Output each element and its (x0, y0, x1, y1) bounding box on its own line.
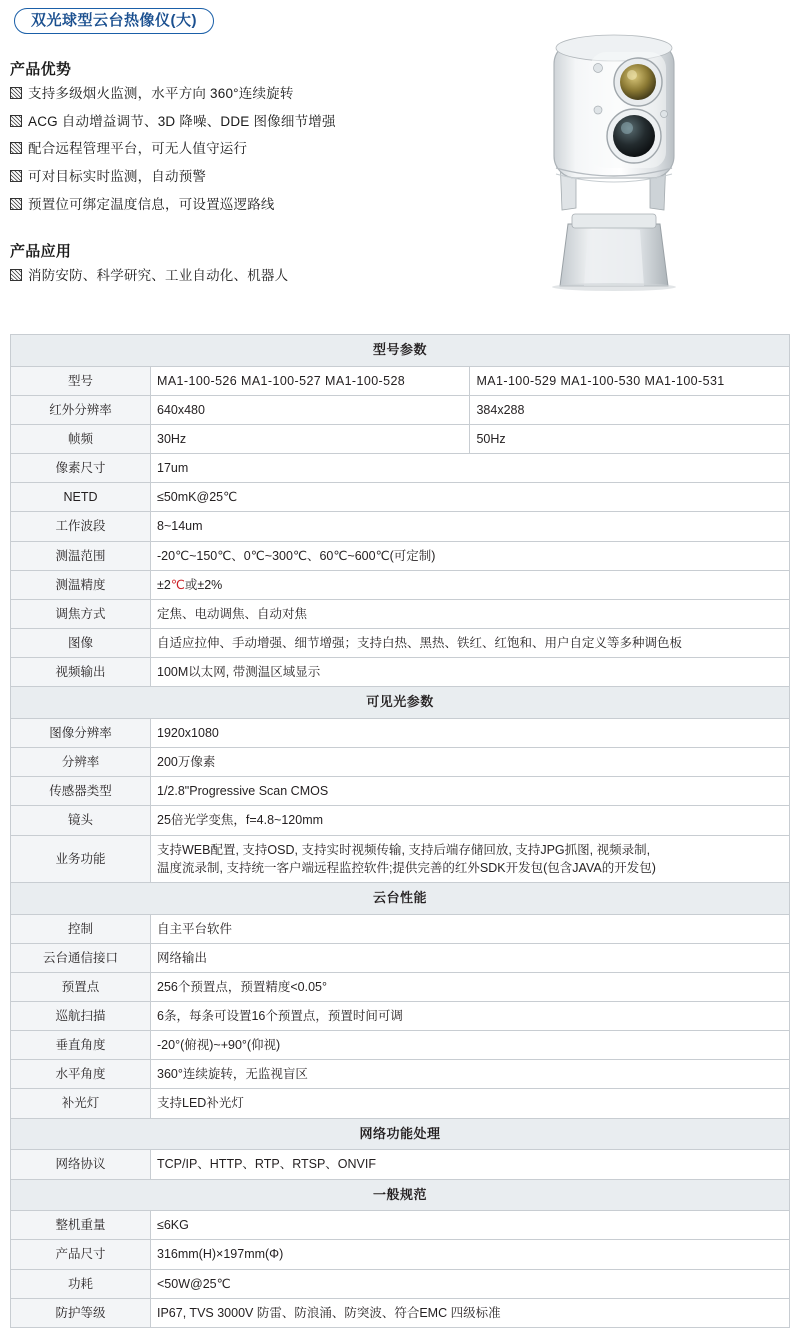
row-value: <50W@25℃ (151, 1269, 790, 1298)
product-photo (498, 18, 728, 290)
row-value: 6条，每条可设置16个预置点，预置时间可调 (151, 1002, 790, 1031)
table-row (11, 1211, 790, 1240)
row-value: 网络输出 (151, 943, 790, 972)
row-label: 巡航扫描 (11, 1002, 151, 1031)
row-label: 红外分辨率 (11, 395, 151, 424)
table-row (11, 1002, 790, 1031)
table-row (11, 454, 790, 483)
table-row (11, 1150, 790, 1179)
table-row (11, 570, 790, 599)
row-value: 17um (151, 454, 790, 483)
row-value: 100M以太网, 带测温区域显示 (151, 658, 790, 687)
row-label: 网络协议 (11, 1150, 151, 1179)
section-title: 云台性能 (11, 882, 790, 914)
temp-acc-suffix: 或±2% (184, 577, 223, 592)
section-title: 一般规范 (11, 1179, 790, 1211)
row-label: 测温精度 (11, 570, 151, 599)
row-value-line: 温度流录制, 支持统一客户端远程监控软件;提供完善的红外SDK开发包(包含JAVA的开发包) (157, 860, 656, 875)
row-value: -20°(俯视)~+90°(仰视) (151, 1031, 790, 1060)
table-row (11, 835, 790, 882)
table-row (11, 541, 790, 570)
row-label: 帧频 (11, 425, 151, 454)
row-label: 像素尺寸 (11, 454, 151, 483)
hatched-square-icon (10, 170, 24, 182)
table-row (11, 1269, 790, 1298)
table-row (11, 1240, 790, 1269)
row-value: 30Hz (151, 425, 470, 454)
section-title: 型号参数 (11, 335, 790, 367)
row-value: -20℃~150℃、0℃~300℃、60℃~600℃(可定制) (151, 541, 790, 570)
section-title: 可见光参数 (11, 687, 790, 719)
row-value (151, 570, 790, 599)
table-section-header (11, 687, 790, 719)
table-row (11, 658, 790, 687)
table-row (11, 599, 790, 628)
row-value: 8~14um (151, 512, 790, 541)
row-label: 产品尺寸 (11, 1240, 151, 1269)
applications-heading: 产品应用 (10, 242, 72, 260)
row-value: 200万像素 (151, 748, 790, 777)
table-row (11, 972, 790, 1001)
row-label: 传感器类型 (11, 777, 151, 806)
row-label: 工作波段 (11, 512, 151, 541)
table-section-header (11, 335, 790, 367)
list-item-label: 配合远程管理平台，可无人值守运行 (28, 141, 248, 157)
row-value: 定焦、电动调焦、自动对焦 (151, 599, 790, 628)
row-label: 分辨率 (11, 748, 151, 777)
hatched-square-icon (10, 115, 24, 127)
row-value: 自适应拉伸、手动增强、细节增强；支持白热、黑热、铁红、红饱和、用户自定义等多种调色板 (151, 628, 790, 657)
row-value (151, 835, 790, 882)
list-item (10, 267, 480, 285)
row-label: 图像 (11, 628, 151, 657)
table-section-header (11, 1179, 790, 1211)
row-value: 自主平台软件 (151, 914, 790, 943)
table-row (11, 719, 790, 748)
row-value-line: 支持WEB配置, 支持OSD, 支持实时视频传输, 支持后端存储回放, 支持JPG抓图, 视频录制, (157, 842, 651, 857)
list-item (10, 85, 480, 103)
row-label: 垂直角度 (11, 1031, 151, 1060)
row-value: MA1-100-529 MA1-100-530 MA1-100-531 (470, 366, 790, 395)
row-label: 型号 (11, 366, 151, 395)
row-label: 镜头 (11, 806, 151, 835)
row-value: TCP/IP、HTTP、RTP、RTSP、ONVIF (151, 1150, 790, 1179)
row-label: 整机重量 (11, 1211, 151, 1240)
table-row (11, 1031, 790, 1060)
table-section-header (11, 1118, 790, 1150)
advantages-heading: 产品优势 (10, 61, 72, 78)
table-row (11, 748, 790, 777)
list-item (10, 168, 480, 186)
row-label: 水平角度 (11, 1060, 151, 1089)
row-value: 1920x1080 (151, 719, 790, 748)
row-value: 384x288 (470, 395, 790, 424)
table-row (11, 914, 790, 943)
hatched-square-icon (10, 87, 24, 99)
row-value: 360°连续旋转，无监视盲区 (151, 1060, 790, 1089)
table-row (11, 425, 790, 454)
row-label: 视频输出 (11, 658, 151, 687)
temp-acc-prefix: ±2 (157, 577, 171, 592)
list-item (10, 140, 480, 158)
row-value: ≤50mK@25℃ (151, 483, 790, 512)
row-label: 云台通信接口 (11, 943, 151, 972)
left-text-column (10, 58, 480, 294)
hatched-square-icon (10, 269, 24, 281)
row-value: 1/2.8"Progressive Scan CMOS (151, 777, 790, 806)
row-label: 业务功能 (11, 835, 151, 882)
row-value: 50Hz (470, 425, 790, 454)
hatched-square-icon (10, 142, 24, 154)
list-item-label: 预置位可绑定温度信息，可设置巡逻路线 (28, 196, 275, 212)
row-value: ≤6KG (151, 1211, 790, 1240)
row-value: 256个预置点，预置精度<0.05° (151, 972, 790, 1001)
table-row (11, 628, 790, 657)
table-row (11, 1060, 790, 1089)
section-title: 网络功能处理 (11, 1118, 790, 1150)
table-row (11, 395, 790, 424)
table-row (11, 366, 790, 395)
specification-table (10, 334, 790, 1328)
table-row (11, 1298, 790, 1327)
row-value: 25倍光学变焦，f=4.8~120mm (151, 806, 790, 835)
list-item (10, 196, 480, 214)
row-label: 测温范围 (11, 541, 151, 570)
table-row (11, 943, 790, 972)
row-value: IP67, TVS 3000V 防雷、防浪涌、防突波、符合EMC 四级标准 (151, 1298, 790, 1327)
table-row (11, 483, 790, 512)
row-label: 图像分辨率 (11, 719, 151, 748)
table-row (11, 777, 790, 806)
hatched-square-icon (10, 198, 24, 210)
page-title: 双光球型云台热像仪(大) (14, 8, 214, 34)
table-section-header (11, 882, 790, 914)
row-label: 补光灯 (11, 1089, 151, 1118)
row-label: 预置点 (11, 972, 151, 1001)
table-row (11, 1089, 790, 1118)
list-item-label: 消防安防、科学研究、工业自动化、机器人 (28, 267, 289, 283)
row-label: 调焦方式 (11, 599, 151, 628)
table-row (11, 512, 790, 541)
row-label: 功耗 (11, 1269, 151, 1298)
list-item-label: 可对目标实时监测，自动预警 (28, 169, 207, 185)
list-item-label: ACG 自动增益调节、3D 降噪、DDE 图像细节增强 (28, 113, 336, 129)
list-item (10, 113, 480, 131)
row-value: MA1-100-526 MA1-100-527 MA1-100-528 (151, 366, 470, 395)
temp-acc-unit: ℃ (170, 577, 185, 592)
row-value: 支持LED补光灯 (151, 1089, 790, 1118)
list-item-label: 支持多级烟火监测，水平方向 360°连续旋转 (28, 86, 294, 101)
row-label: 控制 (11, 914, 151, 943)
row-value: 316mm(H)×197mm(Φ) (151, 1240, 790, 1269)
row-value: 640x480 (151, 395, 470, 424)
row-label: NETD (11, 483, 151, 512)
row-label: 防护等级 (11, 1298, 151, 1327)
table-row (11, 806, 790, 835)
